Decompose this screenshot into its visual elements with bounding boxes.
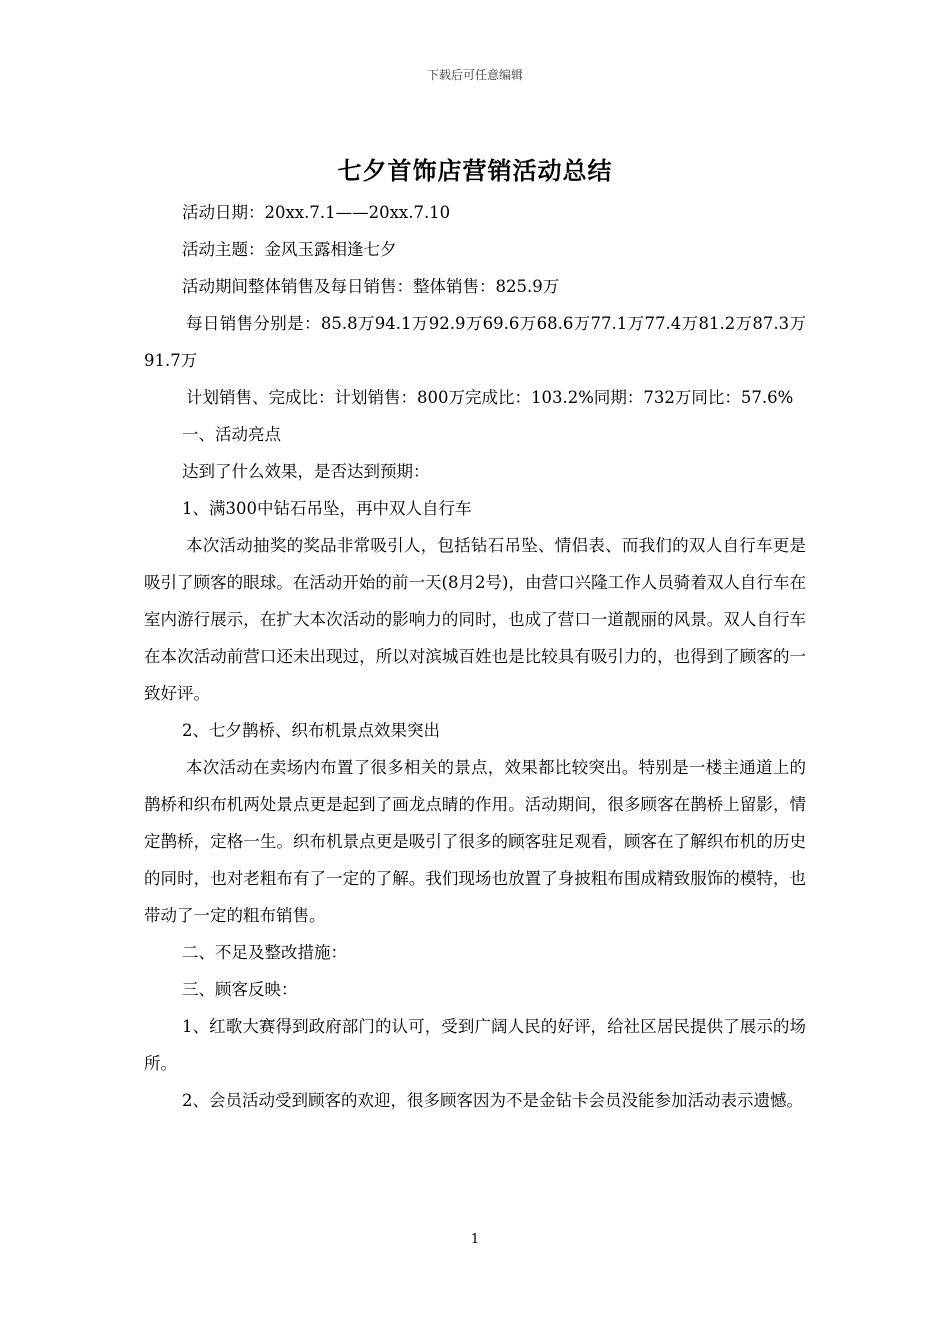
document-body [144, 194, 806, 1119]
activity-date: 活动日期：20xx.7.1——20xx.7.10 [182, 203, 451, 222]
section-heading-highlights: 一、活动亮点 [182, 425, 281, 444]
effect-question: 达到了什么效果，是否达到预期： [182, 462, 430, 481]
overall-sales: 活动期间整体销售及每日销售：整体销售：825.9万 [182, 277, 560, 296]
highlight-2-heading: 2、七夕鹊桥、织布机景点效果突出 [182, 721, 440, 740]
daily-sales: 每日销售分别是：85.8万94.1万92.9万69.6万68.6万77.1万77.4万81.2万87.3万91.7万 [144, 314, 806, 370]
document-title: 七夕首饰店营销活动总结 [337, 156, 613, 185]
highlight-1-body: 本次活动抽奖的奖品非常吸引人，包括钻石吊坠、情侣表、而我们的双人自行车更是吸引了顾客的眼球。在活动开始的前一天(8月2号)，由营口兴隆工作人员骑着双人自行车在室内游行展示，在扩大本次活动的影响力的同时，也成了营口一道靓丽的风景。双人自行车在本次活动前营口还未出现过，所以对滨城百姓也是比较具有吸引力的，也得到了顾客的一致好评。 [144, 536, 806, 703]
highlight-2-body: 本次活动在卖场内布置了很多相关的景点，效果都比较突出。特别是一楼主通道上的鹊桥和织布机两处景点更是起到了画龙点睛的作用。活动期间，很多顾客在鹊桥上留影，情定鹊桥，定格一生。织布机景点更是吸引了很多的顾客驻足观看，顾客在了解织布机的历史的同时，也对老粗布有了一定的了解。我们现场也放置了身披粗布围成精致服饰的模特，也带动了一定的粗布销售。 [144, 758, 806, 925]
feedback-1: 1、红歌大赛得到政府部门的认可，受到广阔人民的好评，给社区居民提供了展示的场所。 [144, 1017, 806, 1073]
section-heading-feedback: 三、顾客反映： [182, 980, 298, 999]
activity-theme: 活动主题：金风玉露相逢七夕 [182, 240, 397, 259]
highlight-1-heading: 1、满300中钻石吊坠，再中双人自行车 [182, 499, 472, 518]
page-number: 1 [470, 1232, 480, 1247]
plan-completion: 计划销售、完成比：计划销售：800万完成比：103.2%同期：732万同比：57.6% [186, 388, 794, 407]
page-header-note: 下载后可任意编辑 [426, 68, 523, 82]
section-heading-shortcomings: 二、不足及整改措施： [182, 943, 347, 962]
feedback-2: 2、会员活动受到顾客的欢迎，很多顾客因为不是金钻卡会员没能参加活动表示遗憾。 [182, 1091, 803, 1110]
